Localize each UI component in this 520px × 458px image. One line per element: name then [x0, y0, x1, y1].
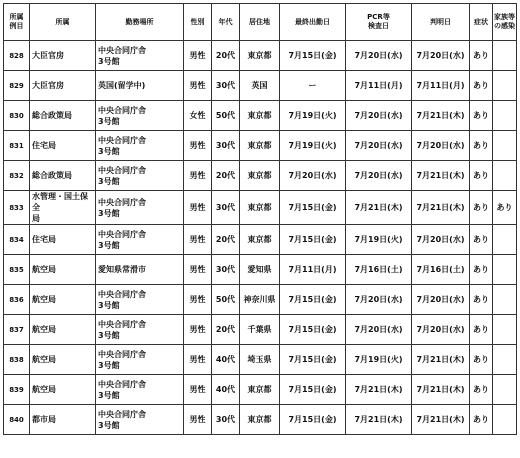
cell-age: 20代: [212, 315, 240, 345]
cell-found-day: 7月21日(木): [412, 161, 470, 191]
cell-dept: 航空局: [30, 345, 96, 375]
cell-found-day: 7月16日(土): [412, 255, 470, 285]
cell-symptom: あり: [470, 41, 493, 71]
table-row: [4, 255, 517, 285]
cell-dept: 航空局: [30, 285, 96, 315]
cell-family: [493, 101, 517, 131]
cell-found-day: 7月21日(木): [412, 345, 470, 375]
cell-dept: 住宅局: [30, 131, 96, 161]
cell-sex: 男性: [184, 255, 212, 285]
cell-id: 839: [4, 375, 30, 405]
cell-sex: 男性: [184, 41, 212, 71]
cell-symptom: あり: [470, 191, 493, 225]
cell-place: 中央合同庁舎 3号館: [96, 405, 184, 435]
cell-age: 30代: [212, 191, 240, 225]
cell-symptom: あり: [470, 131, 493, 161]
cell-age: 20代: [212, 161, 240, 191]
cell-sex: 男性: [184, 285, 212, 315]
cell-pcr-day: 7月19日(火): [346, 345, 412, 375]
cell-dept: 航空局: [30, 255, 96, 285]
cell-place: 中央合同庁舎 3号館: [96, 161, 184, 191]
cell-family: あり: [493, 191, 517, 225]
table-row: [4, 71, 517, 101]
cell-dept: 大臣官房: [30, 41, 96, 71]
header-last-day: 最終出勤日: [280, 4, 346, 41]
table-row: [4, 405, 517, 435]
cell-last-day: ー: [280, 71, 346, 101]
cell-symptom: あり: [470, 405, 493, 435]
cell-home: 東京都: [240, 405, 280, 435]
cell-family: [493, 375, 517, 405]
cell-id: 831: [4, 131, 30, 161]
cell-id: 834: [4, 225, 30, 255]
cell-pcr-day: 7月20日(水): [346, 131, 412, 161]
cell-last-day: 7月11日(月): [280, 255, 346, 285]
table-row: [4, 131, 517, 161]
cell-last-day: 7月15日(金): [280, 191, 346, 225]
header-pcr-day: PCR等 検査日: [346, 4, 412, 41]
header-found-day: 判明日: [412, 4, 470, 41]
case-table: [3, 3, 517, 435]
cell-sex: 女性: [184, 101, 212, 131]
cell-place: 愛知県常滑市: [96, 255, 184, 285]
cell-id: 835: [4, 255, 30, 285]
cell-home: 東京都: [240, 161, 280, 191]
cell-place: 中央合同庁舎 3号館: [96, 315, 184, 345]
cell-id: 829: [4, 71, 30, 101]
cell-last-day: 7月19日(火): [280, 131, 346, 161]
header-symptom: 症状: [470, 4, 493, 41]
cell-dept: 水管理・国土保全 局: [30, 191, 96, 225]
table-row: [4, 161, 517, 191]
cell-pcr-day: 7月11日(月): [346, 71, 412, 101]
cell-found-day: 7月21日(木): [412, 405, 470, 435]
case-table-container: [3, 3, 517, 435]
cell-last-day: 7月15日(金): [280, 225, 346, 255]
cell-dept: 総合政策局: [30, 161, 96, 191]
cell-pcr-day: 7月20日(水): [346, 101, 412, 131]
cell-symptom: あり: [470, 225, 493, 255]
cell-found-day: 7月20日(水): [412, 285, 470, 315]
cell-family: [493, 255, 517, 285]
cell-pcr-day: 7月20日(水): [346, 315, 412, 345]
table-row: [4, 375, 517, 405]
cell-pcr-day: 7月20日(水): [346, 161, 412, 191]
cell-sex: 男性: [184, 191, 212, 225]
cell-home: 英国: [240, 71, 280, 101]
cell-found-day: 7月21日(木): [412, 191, 470, 225]
header-dept: 所属: [30, 4, 96, 41]
cell-sex: 男性: [184, 225, 212, 255]
table-row: [4, 41, 517, 71]
cell-age: 20代: [212, 41, 240, 71]
cell-family: [493, 315, 517, 345]
cell-symptom: あり: [470, 101, 493, 131]
cell-family: [493, 131, 517, 161]
cell-sex: 男性: [184, 161, 212, 191]
cell-home: 東京都: [240, 375, 280, 405]
cell-sex: 男性: [184, 315, 212, 345]
cell-age: 50代: [212, 285, 240, 315]
cell-sex: 男性: [184, 405, 212, 435]
cell-last-day: 7月15日(金): [280, 405, 346, 435]
cell-place: 中央合同庁舎 3号館: [96, 101, 184, 131]
cell-id: 836: [4, 285, 30, 315]
cell-last-day: 7月15日(金): [280, 315, 346, 345]
cell-family: [493, 345, 517, 375]
cell-place: 中央合同庁舎 3号館: [96, 131, 184, 161]
cell-family: [493, 405, 517, 435]
cell-place: 中央合同庁舎 3号館: [96, 191, 184, 225]
header-home: 居住地: [240, 4, 280, 41]
cell-found-day: 7月21日(木): [412, 101, 470, 131]
cell-found-day: 7月21日(木): [412, 375, 470, 405]
cell-age: 20代: [212, 225, 240, 255]
cell-home: 千葉県: [240, 315, 280, 345]
cell-dept: 都市局: [30, 405, 96, 435]
table-row: [4, 285, 517, 315]
cell-found-day: 7月20日(水): [412, 131, 470, 161]
header-age: 年代: [212, 4, 240, 41]
cell-place: 中央合同庁舎 3号館: [96, 375, 184, 405]
cell-last-day: 7月20日(水): [280, 161, 346, 191]
cell-id: 838: [4, 345, 30, 375]
table-row: [4, 225, 517, 255]
cell-sex: 男性: [184, 71, 212, 101]
cell-home: 東京都: [240, 225, 280, 255]
cell-family: [493, 225, 517, 255]
header-family: 家族等 の感染: [493, 4, 517, 41]
cell-symptom: あり: [470, 71, 493, 101]
cell-age: 30代: [212, 71, 240, 101]
cell-found-day: 7月11日(月): [412, 71, 470, 101]
cell-last-day: 7月15日(金): [280, 285, 346, 315]
cell-home: 埼玉県: [240, 345, 280, 375]
cell-home: 東京都: [240, 101, 280, 131]
cell-last-day: 7月15日(金): [280, 375, 346, 405]
cell-id: 830: [4, 101, 30, 131]
header-row: [4, 4, 517, 41]
header-place: 勤務場所: [96, 4, 184, 41]
cell-pcr-day: 7月21日(木): [346, 375, 412, 405]
cell-family: [493, 41, 517, 71]
header-sex: 性別: [184, 4, 212, 41]
cell-dept: 住宅局: [30, 225, 96, 255]
cell-family: [493, 71, 517, 101]
cell-age: 30代: [212, 405, 240, 435]
cell-id: 840: [4, 405, 30, 435]
table-row: [4, 315, 517, 345]
cell-place: 中央合同庁舎 3号館: [96, 225, 184, 255]
cell-age: 30代: [212, 255, 240, 285]
cell-pcr-day: 7月20日(水): [346, 41, 412, 71]
cell-pcr-day: 7月16日(土): [346, 255, 412, 285]
cell-dept: 総合政策局: [30, 101, 96, 131]
cell-age: 30代: [212, 131, 240, 161]
cell-symptom: あり: [470, 345, 493, 375]
cell-family: [493, 285, 517, 315]
cell-found-day: 7月20日(水): [412, 41, 470, 71]
cell-symptom: あり: [470, 375, 493, 405]
cell-pcr-day: 7月19日(火): [346, 225, 412, 255]
cell-symptom: あり: [470, 285, 493, 315]
cell-symptom: あり: [470, 255, 493, 285]
cell-dept: 航空局: [30, 375, 96, 405]
cell-found-day: 7月20日(水): [412, 315, 470, 345]
cell-last-day: 7月15日(金): [280, 41, 346, 71]
cell-id: 837: [4, 315, 30, 345]
cell-id: 832: [4, 161, 30, 191]
cell-sex: 男性: [184, 131, 212, 161]
cell-found-day: 7月20日(水): [412, 225, 470, 255]
cell-age: 40代: [212, 375, 240, 405]
cell-symptom: あり: [470, 315, 493, 345]
table-row: [4, 101, 517, 131]
header-id: 所属 例目: [4, 4, 30, 41]
cell-dept: 大臣官房: [30, 71, 96, 101]
cell-dept: 航空局: [30, 315, 96, 345]
cell-place: 中央合同庁舎 3号館: [96, 345, 184, 375]
cell-home: 東京都: [240, 41, 280, 71]
cell-sex: 男性: [184, 375, 212, 405]
cell-family: [493, 161, 517, 191]
cell-pcr-day: 7月21日(木): [346, 405, 412, 435]
cell-age: 50代: [212, 101, 240, 131]
cell-place: 中央合同庁舎 3号館: [96, 285, 184, 315]
table-row: [4, 191, 517, 225]
cell-pcr-day: 7月20日(水): [346, 285, 412, 315]
cell-last-day: 7月19日(火): [280, 101, 346, 131]
cell-symptom: あり: [470, 161, 493, 191]
cell-place: 中央合同庁舎 3号館: [96, 41, 184, 71]
cell-home: 東京都: [240, 191, 280, 225]
cell-age: 40代: [212, 345, 240, 375]
cell-id: 833: [4, 191, 30, 225]
cell-home: 愛知県: [240, 255, 280, 285]
cell-id: 828: [4, 41, 30, 71]
cell-sex: 男性: [184, 345, 212, 375]
cell-place: 英国(留学中): [96, 71, 184, 101]
cell-last-day: 7月15日(金): [280, 345, 346, 375]
cell-home: 東京都: [240, 131, 280, 161]
cell-pcr-day: 7月21日(木): [346, 191, 412, 225]
table-row: [4, 345, 517, 375]
cell-home: 神奈川県: [240, 285, 280, 315]
